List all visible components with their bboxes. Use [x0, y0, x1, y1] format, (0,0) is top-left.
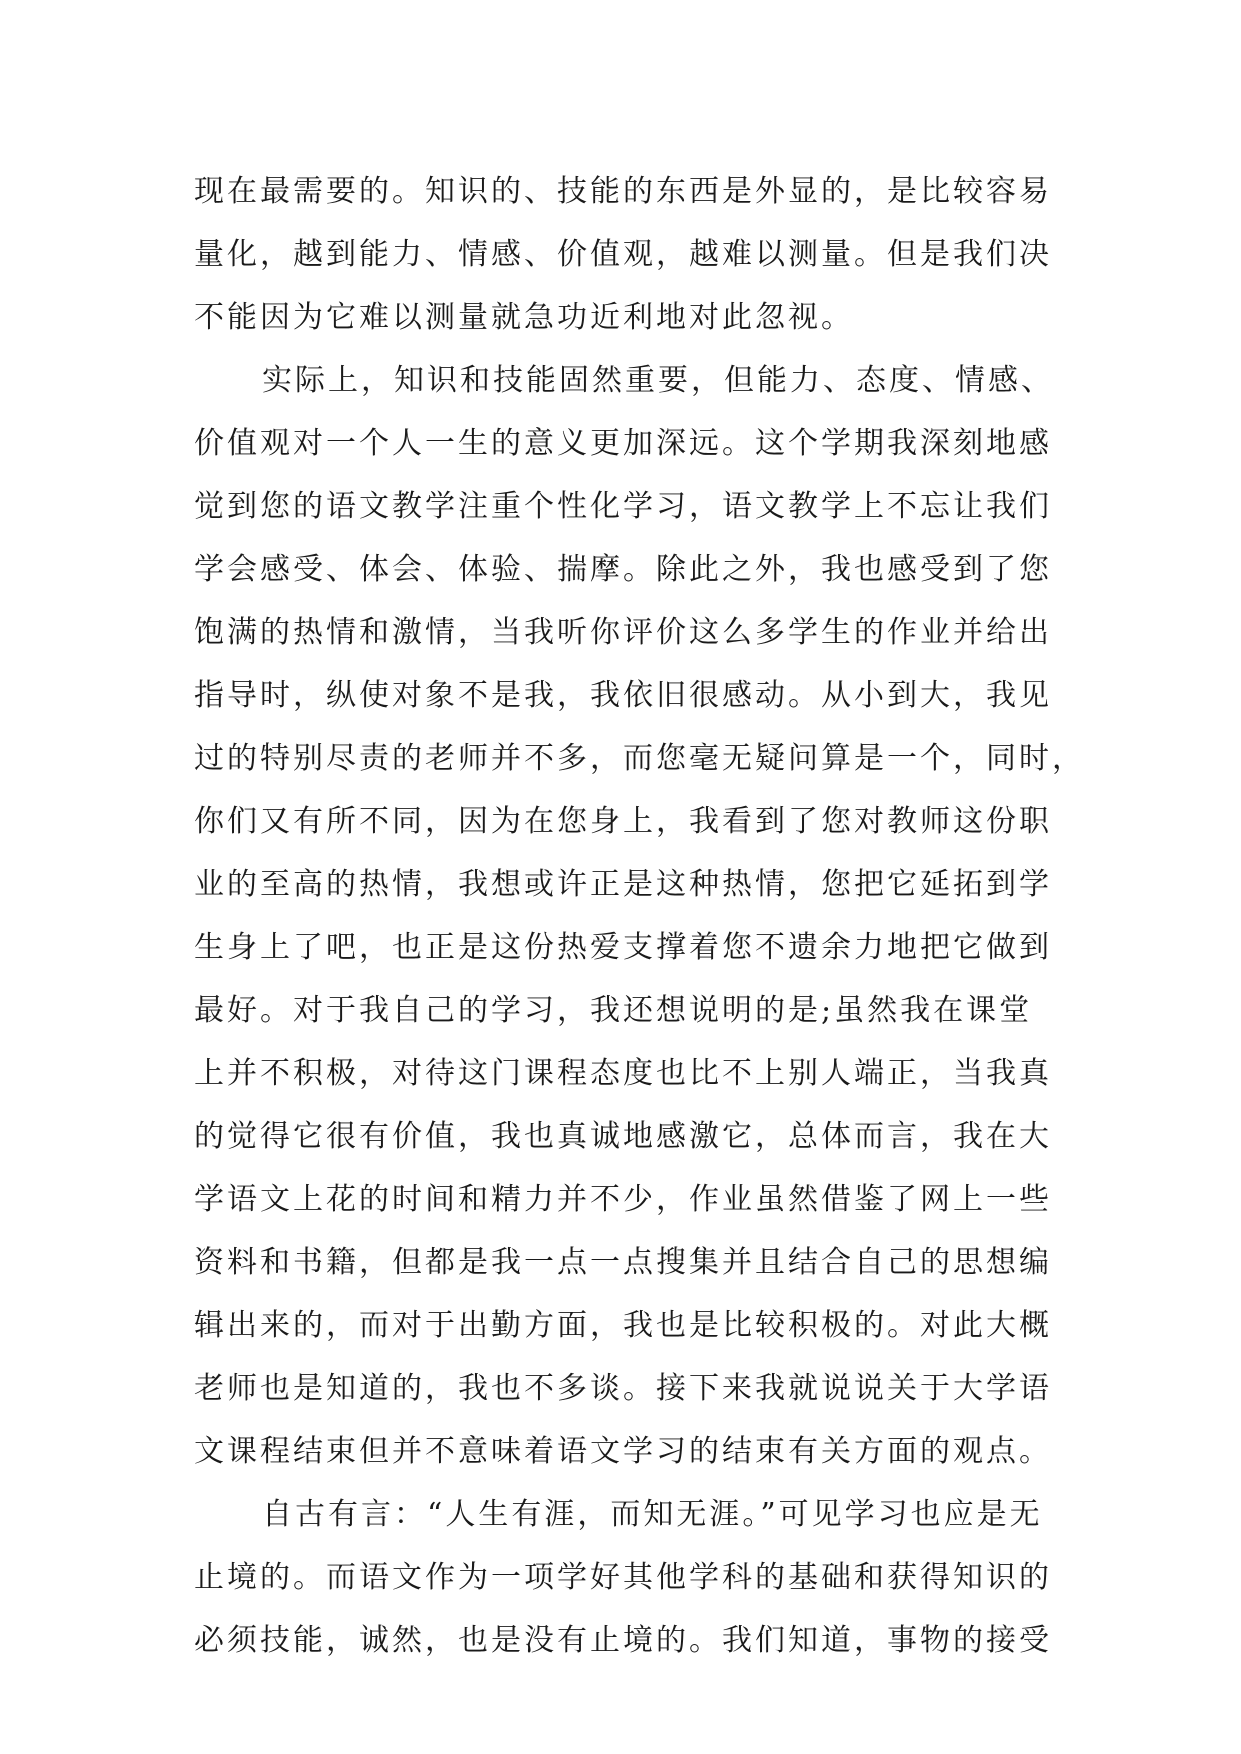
- text-line: 价值观对一个人一生的意义更加深远。这个学期我深刻地感: [194, 426, 1052, 461]
- text-line: 你们又有所不同，因为在您身上，我看到了您对教师这份职: [194, 804, 1052, 839]
- text-line: 学会感受、体会、体验、揣摩。除此之外，我也感受到了您: [194, 552, 1052, 587]
- text-line: 量化，越到能力、情感、价值观，越难以测量。但是我们决: [194, 237, 1052, 272]
- text-line: 现在最需要的。知识的、技能的东西是外显的，是比较容易: [194, 174, 1052, 209]
- text-line: 觉到您的语文教学注重个性化学习，语文教学上不忘让我们: [194, 489, 1052, 524]
- body-text: [194, 160, 1085, 1672]
- text-line: 最好。对于我自己的学习，我还想说明的是;虽然我在课堂: [194, 993, 1033, 1028]
- text-line: 业的至高的热情，我想或许正是这种热情，您把它延拓到学: [194, 867, 1052, 902]
- text-line: 资料和书籍，但都是我一点一点搜集并且结合自己的思想编: [194, 1245, 1052, 1280]
- text-line: 饱满的热情和激情，当我听你评价这么多学生的作业并给出: [194, 615, 1052, 650]
- text-line: 的觉得它很有价值，我也真诚地感激它，总体而言，我在大: [194, 1119, 1052, 1154]
- text-line: 止境的。而语文作为一项学好其他学科的基础和获得知识的: [194, 1560, 1052, 1595]
- text-line: 文课程结束但并不意味着语文学习的结束有关方面的观点。: [194, 1434, 1052, 1469]
- paragraph-start-line: 自古有言：“人生有涯，而知无涯。”可见学习也应是无: [262, 1497, 1043, 1532]
- text-line: 老师也是知道的，我也不多谈。接下来我就说说关于大学语: [194, 1371, 1052, 1406]
- text-line: 上并不积极，对待这门课程态度也比不上别人端正，当我真: [194, 1056, 1052, 1091]
- text-line: 学语文上花的时间和精力并不少，作业虽然借鉴了网上一些: [194, 1182, 1052, 1217]
- text-line: 过的特别尽责的老师并不多，而您毫无疑问算是一个，同时，: [194, 741, 1085, 776]
- text-line: 不能因为它难以测量就急功近利地对此忽视。: [194, 300, 854, 335]
- text-line: 生身上了吧，也正是这份热爱支撑着您不遗余力地把它做到: [194, 930, 1052, 965]
- text-line: 辑出来的，而对于出勤方面，我也是比较积极的。对此大概: [194, 1308, 1052, 1343]
- paragraph-start-line: 实际上，知识和技能固然重要，但能力、态度、情感、: [262, 363, 1054, 398]
- text-line: 指导时，纵使对象不是我，我依旧很感动。从小到大，我见: [194, 678, 1052, 713]
- text-line: 必须技能，诚然，也是没有止境的。我们知道，事物的接受: [194, 1623, 1052, 1658]
